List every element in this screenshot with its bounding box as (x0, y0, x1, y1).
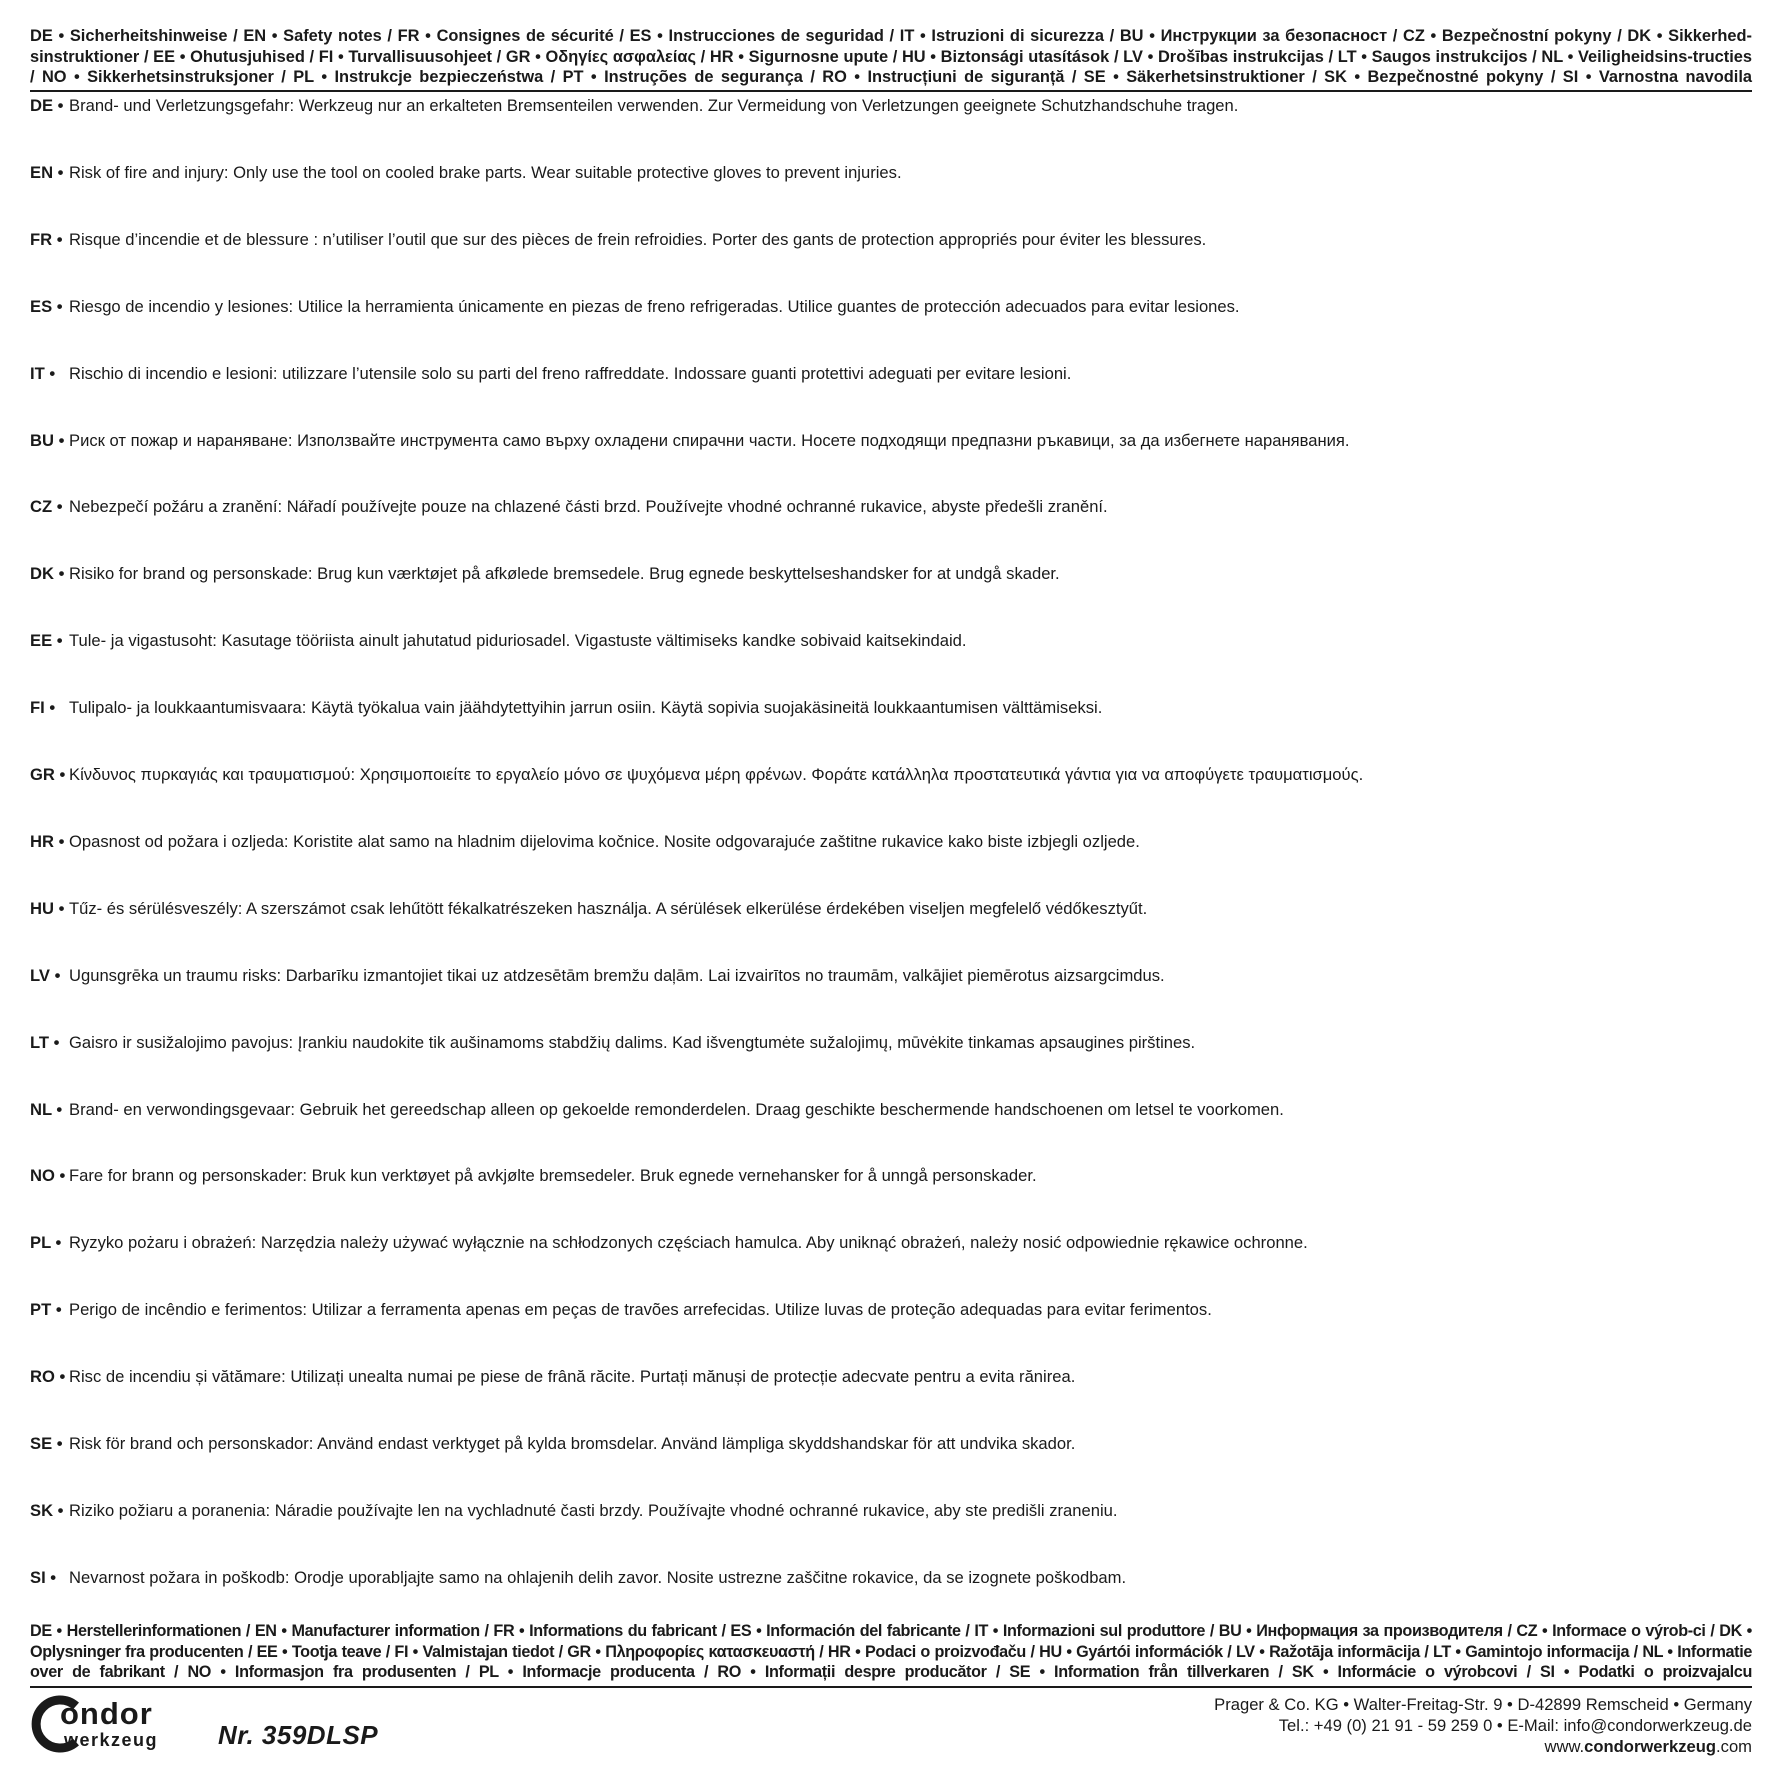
language-code: GR • (30, 765, 66, 784)
note-text: Risk för brand och personskador: Använd endast verktyget på kylda bromsdelar. Använd lämpliga skyddshandskar för att undvika skador. (69, 1434, 1076, 1453)
safety-note-lv (30, 966, 1165, 986)
language-code: SE • (30, 1434, 63, 1453)
language-code: LT • (30, 1032, 60, 1052)
contact-line[interactable]: Tel.: +49 (0) 21 91 - 59 259 0 • E-Mail: info@condorwerkzeug.de (1278, 1716, 1752, 1735)
language-code: BU • (30, 430, 65, 450)
safety-note-fr (30, 230, 1206, 250)
language-code: FI • (30, 698, 56, 718)
safety-note-dk (30, 564, 1060, 584)
language-code: DK • (30, 564, 65, 584)
address-line: Prager & Co. KG • Walter-Freitag-Str. 9 • D-42899 Remscheid • Germany (1214, 1695, 1752, 1714)
note-text: Riesgo de incendio y lesiones: Utilice la herramienta únicamente en piezas de freno refrigeradas. Utilice guantes de protección adecuados para evitar lesiones. (69, 296, 1240, 316)
safety-note-no (30, 1166, 1037, 1186)
safety-note-lt (30, 1033, 1195, 1053)
safety-note-it (30, 364, 1071, 384)
note-text: Riziko požiaru a poranenia: Náradie používajte len na vychladnuté časti brzdy. Používajte vhodné ochranné rukavice, aby ste predišli zraneniu. (69, 1500, 1118, 1520)
note-text: Brand- und Verletzungsgefahr: Werkzeug nur an erkalteten Bremsenteilen verwenden. Zur Vermeidung von Verletzungen geeignete Schutzhandschuhe tragen. (69, 96, 1239, 115)
safety-note-ee (30, 631, 967, 651)
safety-note-de (30, 96, 1238, 116)
language-code: ES • (30, 296, 63, 316)
svg-text:werkzeug: werkzeug (64, 1730, 159, 1750)
note-text: Fare for brann og personskader: Bruk kun verktøyet på avkjølte bremsedeler. Bruk egnede vernehansker for å unngå personskader. (69, 1166, 1037, 1186)
safety-note-se (30, 1434, 1075, 1454)
safety-note-si (30, 1568, 1126, 1588)
note-text: Ugunsgrēka un traumu risks: Darbarīku izmantojiet tikai uz atdzesētām bremžu daļām. Lai izvairītos no traumām, valkājiet piemērotus aizsargcimdus. (69, 965, 1165, 985)
note-text: Risc de incendiu și vătămare: Utilizați unealta numai pe piese de frână răcite. Purtați mănuși de protecție adecvate pentru a evita rănirea. (69, 1367, 1076, 1387)
language-code: FR • (30, 229, 63, 249)
safety-note-sk (30, 1501, 1117, 1521)
note-text: Ryzyko pożaru i obrażeń: Narzędzia należy używać wyłącznie na schłodzonych częściach hamulca. Aby uniknąć obrażeń, należy nosić odpowiednie rękawice ochronne. (69, 1233, 1308, 1253)
website-name: condorwerkzeug (1584, 1737, 1717, 1756)
heading-divider (30, 90, 1752, 92)
svg-text:ondor: ondor (60, 1696, 153, 1731)
note-text: Tule- ja vigastusoht: Kasutage tööriista ainult jahutatud piduriosadel. Vigastuste vältimiseks kandke sobivaid kaitsekindaid. (69, 631, 967, 651)
language-code: EN • (30, 162, 64, 182)
note-text: Tűz- és sérülésveszély: A szerszámot csak lehűtött fékalkatrészeken használja. A sérülések elkerülése érdekében viseljen megfelelő védőkesztyűt. (69, 898, 1148, 918)
language-code: SK • (30, 1500, 64, 1520)
footer-divider (30, 1686, 1752, 1688)
note-text: Tulipalo- ja loukkaantumisvaara: Käytä työkalua vain jäähdytettyihin jarrun osiin. Käytä sopivia suojakäsineitä loukkaantumisen välttämiseksi. (69, 698, 1103, 718)
note-text: Nevarnost požara in poškodb: Orodje uporabljajte samo na ohlajenih delih zavor. Nosite ustrezne zaščitne rokavice, da se izognete poškodbam. (69, 1567, 1127, 1587)
safety-note-pt (30, 1300, 1212, 1320)
safety-note-hr (30, 832, 1140, 852)
safety-note-es (30, 297, 1240, 317)
language-code: DE • (30, 96, 64, 115)
website-link[interactable] (1214, 1736, 1752, 1757)
note-text: Perigo de incêndio e ferimentos: Utilizar a ferramenta apenas em peças de travões arrefecidas. Utilize luvas de proteção adequadas para evitar ferimentos. (69, 1300, 1212, 1320)
safety-note-pl (30, 1233, 1308, 1253)
website-suffix: .com (1716, 1737, 1752, 1756)
note-text: Κίνδυνος πυρκαγιάς και τραυματισμού: Χρησιμοποιείτε το εργαλείο μόνο σε ψυχόμενα μέρη φρένων. Φοράτε κατάλληλα προστατευτικά γάντια για να αποφύγετε τραυματισμούς. (69, 765, 1364, 784)
safety-note-hu (30, 899, 1147, 919)
safety-note-en (30, 163, 902, 183)
language-code: NL • (30, 1099, 63, 1119)
safety-note-gr (30, 765, 1363, 785)
note-text: Brand- en verwondingsgevaar: Gebruik het gereedschap alleen op gekoelde remonderdelen. Draag geschikte beschermende handschoenen om letsel te voorkomen. (69, 1099, 1284, 1119)
safety-sheet (30, 26, 1752, 1756)
language-code: LV • (30, 965, 61, 985)
safety-note-ro (30, 1367, 1075, 1387)
language-code: PT • (30, 1300, 62, 1320)
note-text: Gaisro ir susižalojimo pavojus: Įrankiu naudokite tik aušinamoms stabdžių dalims. Kad išvengtumėte sužalojimų, mūvėkite tinkamas apsaugines pirštines. (69, 1032, 1196, 1052)
language-code: IT • (30, 363, 56, 383)
note-text: Risk of fire and injury: Only use the tool on cooled brake parts. Wear suitable protective gloves to prevent injuries. (69, 162, 902, 182)
safety-note-fi (30, 698, 1102, 718)
condor-werkzeug-logo (30, 1692, 230, 1756)
language-code: RO • (30, 1367, 66, 1387)
safety-note-cz (30, 497, 1108, 517)
safety-note-nl (30, 1100, 1284, 1120)
product-number: Nr. 359DLSP (218, 1720, 379, 1750)
note-text: Риск от пожар и нараняване: Използвайте инструмента само върху охладени спирачни части. Носете подходящи предпазни ръкавици, за да избегнете наранявания. (69, 430, 1350, 450)
manufacturer-info-heading: DE • Herstellerinformationen / EN • Manufacturer information / FR • Informations du fabricant / ES • Información del fabricante / IT • Informazioni sul produttore / BU • Информация за производителя / CZ • Informace o výrob-ci / DK • Oplysninger fra producenten / EE • Tootja teave / FI • Valmistajan tiedot / GR • Πληροφορίες κατασκευαστή / HR • Podaci o proizvođaču / HU • Gyártói információk / LV • Ražotāja informācija / LT • Gamintojo informacija / NL • Informatie over de fabrikant / NO • Informasjon fra produsenten / PL • Informacje producenta / RO • Informații despre producător / SE • Information från tillverkaren / SK • Informácie o výrobcovi / SI • Podatki o proizvajalcu (30, 1622, 1752, 1681)
note-text: Risque d’incendie et de blessure : n’utiliser l’outil que sur des pièces de frein refroidies. Porter des gants de protection appropriés pour éviter les blessures. (69, 229, 1207, 249)
website-prefix: www. (1544, 1737, 1585, 1756)
language-code: EE • (30, 631, 63, 651)
language-code: CZ • (30, 497, 63, 517)
language-code: HR • (30, 831, 65, 851)
language-code: HU • (30, 898, 65, 918)
language-code: NO • (30, 1166, 66, 1186)
note-text: Risiko for brand og personskade: Brug kun værktøjet på afkølede bremsedele. Brug egnede beskyttelseshandsker for at undgå skader. (69, 564, 1060, 584)
note-text: Opasnost od požara i ozljeda: Koristite alat samo na hladnim dijelovima kočnice. Nosite odgovarajuće zaštitne rukavice kako biste izbjegli ozljede. (69, 831, 1140, 851)
language-code: PL • (30, 1233, 62, 1253)
safety-notes-heading: DE • Sicherheitshinweise / EN • Safety notes / FR • Consignes de sécurité / ES • Instrucciones de seguridad / IT • Istruzioni di sicurezza / BU • Инструкции за безопасност / CZ • Bezpečnostní pokyny / DK • Sikkerhed-sinstruktioner / EE • Ohutusjuhised / FI • Turvallisuusohjeet / GR • Οδηγίες ασφαλείας / HR • Sigurnosne upute / HU • Biztonsági utasítások / LV • Drošības instrukcijas / LT • Saugos instrukcijos / NL • Veiligheidsins-tructies / NO • Sikkerhetsinstruksjoner / PL • Instrukcje bezpieczeństwa / PT • Instruções de segurança / RO • Instrucțiuni de siguranță / SE • Säkerhetsinstruktioner / SK • Bezpečnostné pokyny / SI • Varnostna navodila (30, 27, 1752, 86)
note-text: Nebezpečí požáru a zranění: Nářadí používejte pouze na chlazené části brzd. Používejte vhodné ochranné rukavice, abyste předešli zranění. (69, 497, 1108, 517)
manufacturer-address (1214, 1694, 1752, 1757)
language-code: SI • (30, 1567, 57, 1587)
note-text: Rischio di incendio e lesioni: utilizzare l’utensile solo su parti del freno raffreddate. Indossare guanti protettivi adeguati per evitare lesioni. (69, 363, 1072, 383)
safety-note-bu (30, 431, 1350, 451)
